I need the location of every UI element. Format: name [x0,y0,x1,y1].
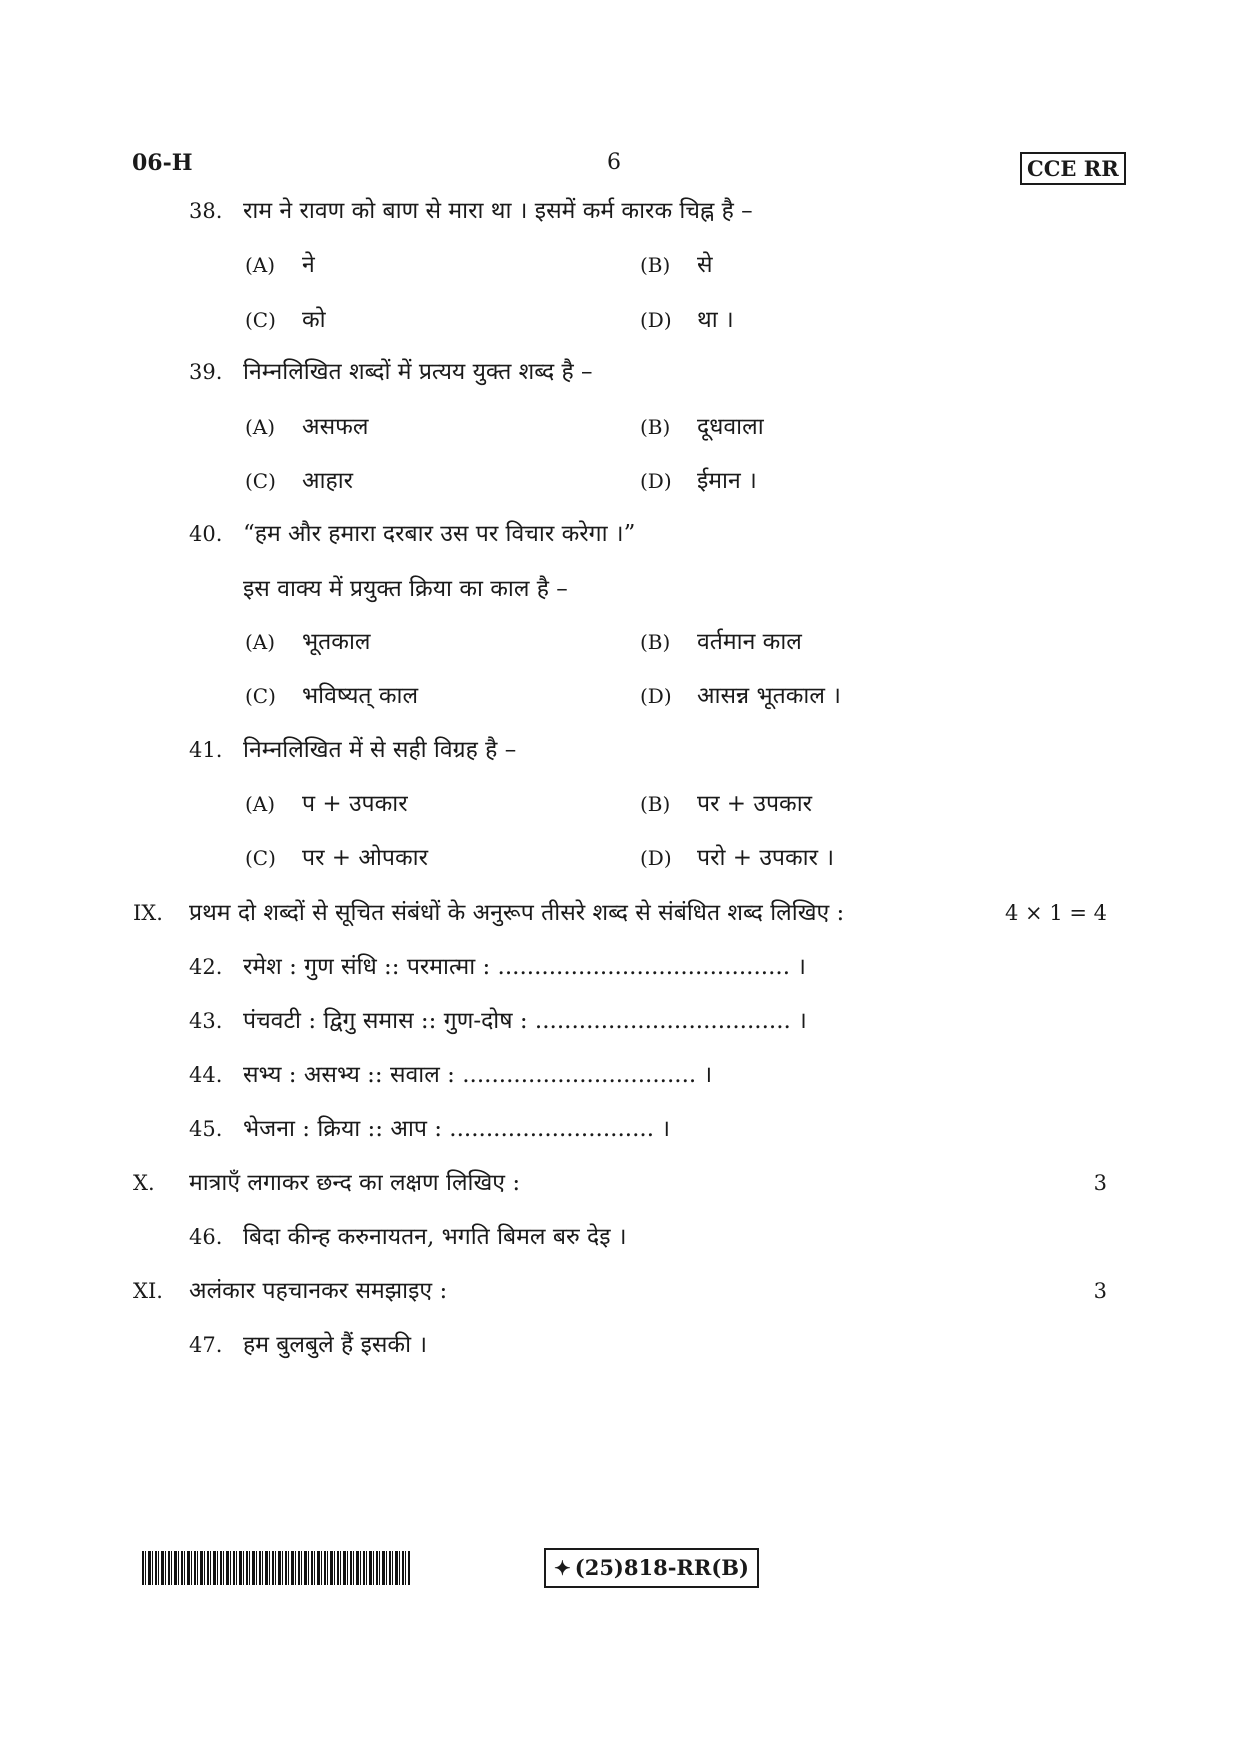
barcode [142,1551,410,1585]
question-number: 47. [189,1333,223,1357]
question-text: रमेश : गुण संधि :: परमात्मा : ........................................ । [243,954,807,980]
option-letter: (D) [640,846,672,870]
section-marks: 4 × 1 = 4 [1005,901,1107,925]
section-number: X. [133,1171,155,1195]
section-marks: 3 [1093,1279,1107,1303]
option-letter: (A) [245,415,276,439]
option-letter: (C) [245,308,276,332]
question-number: 39. [189,360,223,384]
option-text: परो + उपकार । [697,845,835,871]
option-text: ईमान । [697,468,757,494]
question-text: भेजना : क्रिया :: आप : ............................ । [243,1116,671,1142]
question-number: 46. [189,1225,223,1249]
option-letter: (D) [640,469,672,493]
option-text: था । [697,307,734,333]
question-text: निम्नलिखित में से सही विग्रह है – [243,737,517,763]
paper-code: 06-H [132,150,193,176]
option-text: प + उपकार [302,791,408,817]
option-text: पर + ओपकार [302,845,428,871]
question-text: सभ्य : असभ्य :: सवाल : ................................ । [243,1062,713,1088]
option-text: वर्तमान काल [697,629,802,655]
option-text: भूतकाल [302,629,371,655]
option-letter: (D) [640,684,672,708]
section-marks: 3 [1093,1171,1107,1195]
option-text: से [697,252,713,278]
option-letter: (B) [640,630,671,654]
option-letter: (B) [640,792,671,816]
option-letter: (A) [245,253,276,277]
option-letter: (A) [245,630,276,654]
option-letter: (C) [245,846,276,870]
option-letter: (B) [640,415,671,439]
question-number: 42. [189,955,223,979]
option-text: दूधवाला [697,414,764,440]
question-number: 38. [189,199,223,223]
question-number: 41. [189,738,223,762]
section-number: IX. [133,901,163,925]
section-instruction: अलंकार पहचानकर समझाइए : [189,1278,448,1304]
question-number: 45. [189,1117,223,1141]
question-text: बिदा कीन्ह करुनायतन, भगति बिमल बरु देइ । [243,1224,627,1250]
section-instruction: प्रथम दो शब्दों से सूचित संबंधों के अनुरूप तीसरे शब्द से संबंधित शब्द लिखिए : [189,900,845,926]
option-text: आहार [302,468,354,494]
question-text: राम ने रावण को बाण से मारा था । इसमें कर्म कारक चिह्न है – [243,198,753,224]
question-text: इस वाक्य में प्रयुक्त क्रिया का काल है – [243,576,568,602]
option-letter: (C) [245,469,276,493]
paper-serial-code-box [544,1548,759,1588]
question-number: 43. [189,1009,223,1033]
question-number: 40. [189,522,223,546]
option-text: असफल [302,414,369,440]
option-letter: (D) [640,308,672,332]
option-text: भविष्यत् काल [302,683,419,709]
option-letter: (B) [640,253,671,277]
question-text: निम्नलिखित शब्दों में प्रत्यय युक्त शब्द है – [243,359,593,385]
paper-serial-code: (25)818-RR(B) [574,1555,749,1580]
section-instruction: मात्राएँ लगाकर छन्द का लक्षण लिखिए : [189,1170,521,1196]
option-text: ने [302,252,315,278]
question-text: पंचवटी : द्विगु समास :: गुण-दोष : ................................... । [243,1008,807,1034]
question-number: 44. [189,1063,223,1087]
star-icon: ✦ [554,1556,571,1580]
option-text: को [302,307,326,333]
series-code-box: CCE RR [1020,152,1126,185]
section-number: XI. [133,1279,163,1303]
option-text: आसन्न भूतकाल । [697,683,841,709]
question-text: हम बुलबुले हैं इसकी । [243,1332,428,1358]
option-letter: (C) [245,684,276,708]
option-letter: (A) [245,792,276,816]
question-text: “हम और हमारा दरबार उस पर विचार करेगा ।” [243,521,636,547]
option-text: पर + उपकार [697,791,813,817]
page-number: 6 [607,150,621,175]
